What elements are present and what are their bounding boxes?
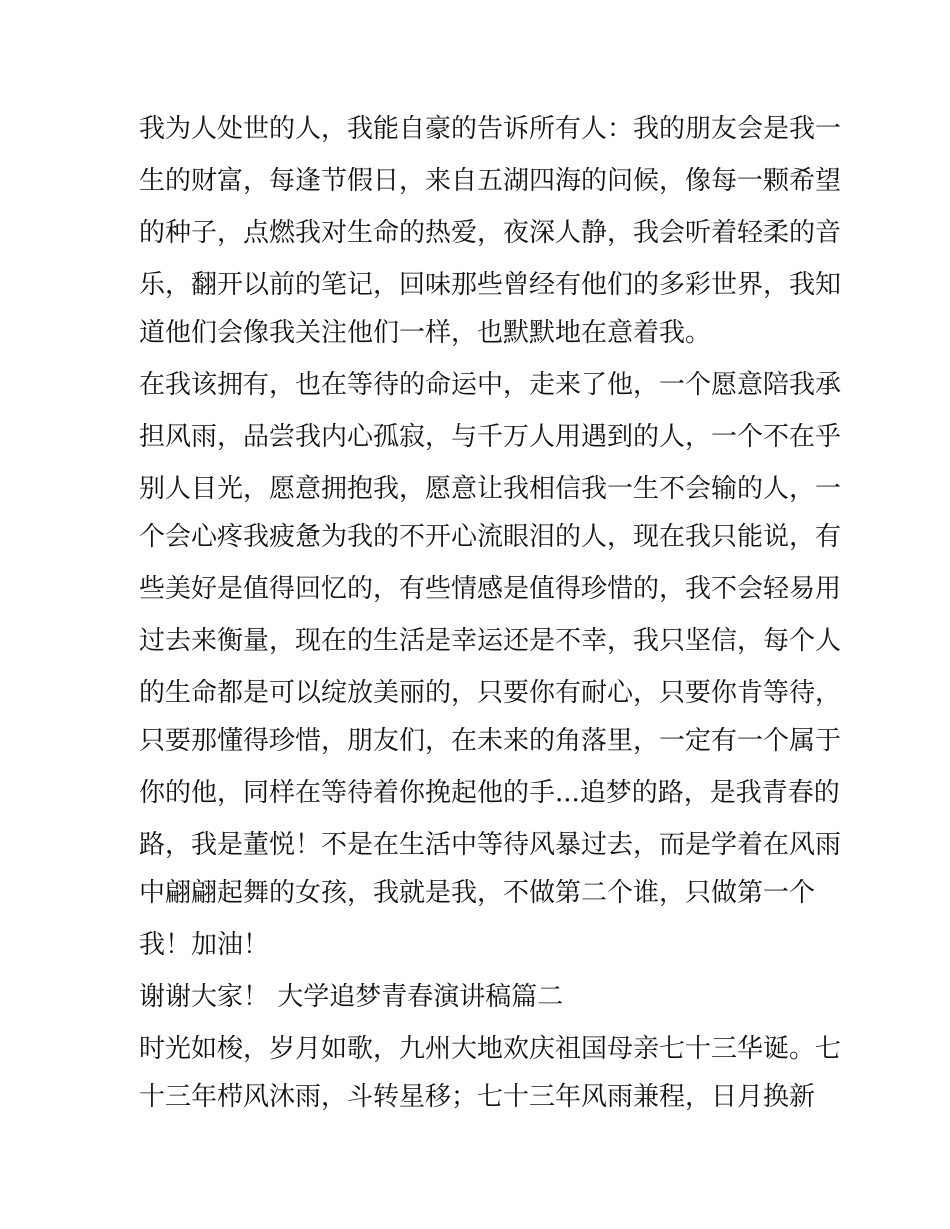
text-line-6: 在我该拥有，也在等待的命运中，走来了他，一个愿意陪我承 <box>139 370 842 400</box>
text-line-8: 别人目光，愿意拥抱我，愿意让我相信我一生不会输的人，一 <box>139 474 842 504</box>
text-line-19: 时光如梭，岁月如歌，九州大地欢庆祖国母亲七十三华诞。七 <box>139 1034 842 1064</box>
text-line-15: 路，我是董悦！不是在生活中等待风暴过去，而是学着在风雨 <box>139 830 842 860</box>
text-line-4: 乐，翻开以前的笔记，回味那些曾经有他们的多彩世界，我知 <box>139 270 842 300</box>
text-line-7: 担风雨，品尝我内心孤寂，与千万人用遇到的人，一个不在乎 <box>139 422 842 452</box>
text-line-17: 我！加油！ <box>139 930 270 960</box>
text-line-14: 你的他，同样在等待着你挽起他的手...追梦的路，是我青春的 <box>139 778 840 808</box>
text-line-2: 生的财富，每逢节假日，来自五湖四海的问候，像每一颗希望 <box>139 166 842 196</box>
text-line-13: 只要那懂得珍惜，朋友们，在未来的角落里，一定有一个属于 <box>139 726 842 756</box>
text-line-10: 些美好是值得回忆的，有些情感是值得珍惜的，我不会轻易用 <box>139 574 842 604</box>
text-line-5: 道他们会像我关注他们一样，也默默地在意着我。 <box>139 318 712 348</box>
text-line-20: 十三年栉风沐雨，斗转星移；七十三年风雨兼程，日月换新 <box>139 1082 816 1112</box>
text-line-16: 中翩翩起舞的女孩，我就是我，不做第二个谁，只做第一个 <box>139 878 816 908</box>
text-line-12: 的生命都是可以绽放美丽的，只要你有耐心，只要你肯等待， <box>139 678 842 708</box>
text-line-1: 我为人处世的人，我能自豪的告诉所有人：我的朋友会是我一 <box>139 114 842 144</box>
section-heading: 谢谢大家！ 大学追梦青春演讲稿篇二 <box>139 982 564 1012</box>
text-line-9: 个会心疼我疲惫为我的不开心流眼泪的人，现在我只能说，有 <box>139 522 842 552</box>
text-line-11: 过去来衡量，现在的生活是幸运还是不幸，我只坚信，每个人 <box>139 626 842 656</box>
text-line-3: 的种子，点燃我对生命的热爱，夜深人静，我会听着轻柔的音 <box>139 218 842 248</box>
